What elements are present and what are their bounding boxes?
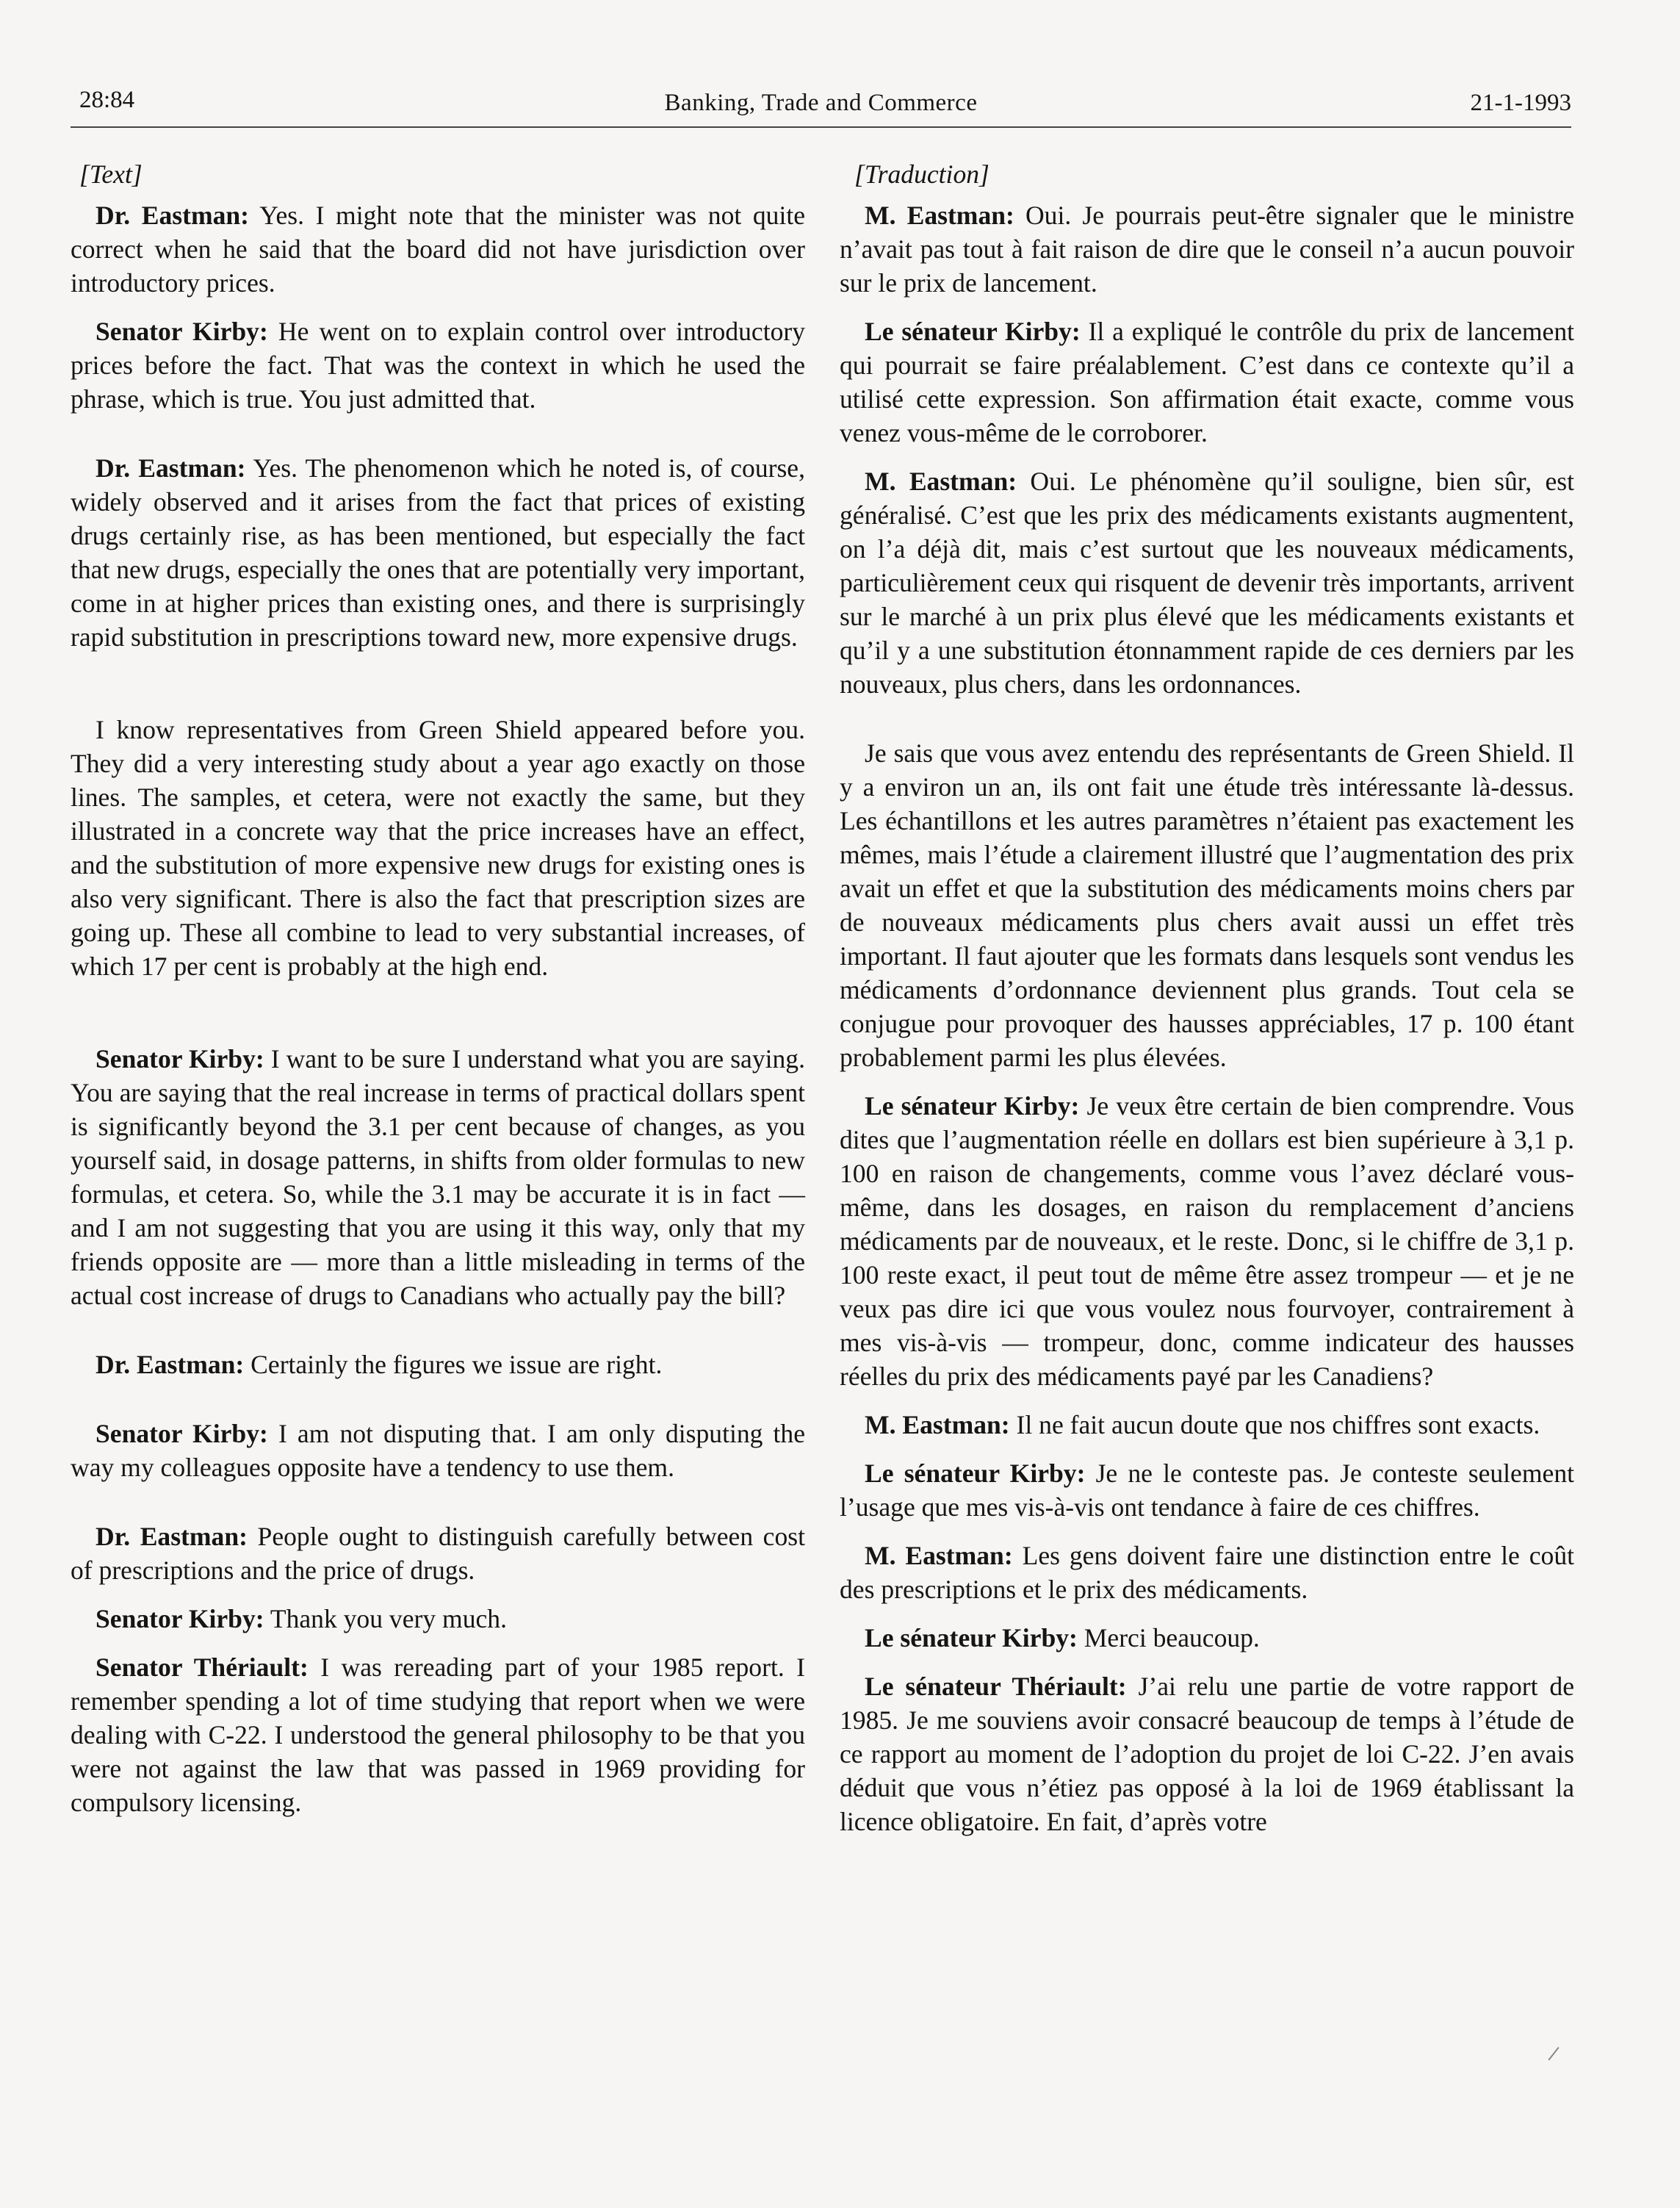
paragraph <box>71 1417 805 1484</box>
speaker-name: Le sénateur Kirby: <box>865 1459 1086 1488</box>
paragraph <box>840 314 1574 450</box>
speech-text: Yes. The phenomenon which he noted is, of course, widely observed and it arises from the fact that prices of existing drugs certainly rise, as has been mentioned, but especially the fact that new drugs, especially the ones that are potentially very important, come in at higher prices than existing ones, and there is surprisingly rapid substitution in prescriptions toward new, more expensive drugs. <box>71 453 805 652</box>
paragraph <box>71 713 805 983</box>
paragraph <box>840 1621 1574 1655</box>
speech-text: Merci beaucoup. <box>1077 1623 1260 1653</box>
speaker-name: M. Eastman: <box>865 1410 1010 1439</box>
speech-text: I am not disputing that. I am only disputing the way my colleagues opposite have a tendency to use them. <box>71 1419 806 1482</box>
speech-text: Oui. Je pourrais peut-être signaler que le ministre n’avait pas tout à fait raison de dire que le conseil n’a aucun pouvoir sur le prix de lancement. <box>840 201 1574 298</box>
paragraph <box>71 198 805 300</box>
paragraph <box>840 198 1574 300</box>
speaker-name: Senator Kirby: <box>95 317 268 346</box>
paragraph <box>71 1650 805 1819</box>
page-number: 28:84 <box>79 87 135 113</box>
speaker-name: Senator Thériault: <box>95 1653 309 1682</box>
paragraph <box>840 1539 1574 1606</box>
speech-text: Je sais que vous avez entendu des représentants de Green Shield. Il y a environ un an, ils ont fait une étude très intéressante là-dessus. Les échantillons et les autres paramètres n’étaient pas exactement les mêmes, mais l’étude a clairement illustré que l’augmentation des prix avait un effet et que la substitution des médicaments moins chers par de nouveaux médicaments plus chers avait aussi un effet très important. Il faut ajouter que les formats dans lesquels sont vendus les médicaments d’ordonnance deviennent plus grands. Tout cela se conjugue pour provoquer des hausses appréciables, 17 p. 100 étant probablement parmi les plus élevées. <box>840 738 1574 1072</box>
paragraph <box>71 1348 805 1381</box>
speech-text: Je veux être certain de bien comprendre. Vous dites que l’augmentation réelle en dollars est bien supérieure à 3,1 p. 100 en raison de changements, comme vous l’avez déclaré vous-même, dans les dosages, en raison du remplacement d’anciens médicaments par de nouveaux, et le reste. Donc, si le chiffre de 3,1 p. 100 reste exact, il peut tout de même être assez trompeur — et je ne veux pas dire ici que vous voulez nous fourvoyer, contrairement à mes vis-à-vis — trompeur, donc, comme indicateur des hausses réelles du prix des médicaments payé par les Canadiens? <box>840 1091 1575 1391</box>
paragraph <box>840 464 1574 701</box>
speech-text: Thank you very much. <box>264 1604 507 1633</box>
english-column <box>71 157 805 1834</box>
paragraph <box>71 1602 805 1636</box>
speaker-name: M. Eastman: <box>865 467 1017 496</box>
paragraph <box>840 1669 1574 1838</box>
paragraph <box>840 1089 1574 1393</box>
speaker-name: M. Eastman: <box>865 1541 1013 1570</box>
paragraph <box>71 314 805 416</box>
paragraph <box>840 736 1574 1074</box>
speaker-name: Dr. Eastman: <box>95 1522 248 1551</box>
session-date: 21-1-1993 <box>1470 90 1571 116</box>
speech-text: People ought to distinguish carefully between cost of prescriptions and the price of drugs. <box>71 1522 805 1585</box>
paragraph <box>840 1408 1574 1442</box>
speech-text: I know representatives from Green Shield appeared before you. They did a very interesting study about a year ago exactly on those lines. The samples, et cetera, were not exactly the same, but they illustrated in a concrete way that the price increases have an effect, and the substitution of more expensive new drugs for existing ones is also very significant. There is also the fact that prescription sizes are going up. These all combine to lead to very substantial increases, of which 17 per cent is probably at the high end. <box>71 715 805 981</box>
speaker-name: Dr. Eastman: <box>95 453 246 483</box>
speech-text: Oui. Le phénomène qu’il souligne, bien sûr, est généralisé. C’est que les prix des médicaments existants augmentent, on l’a déjà dit, mais c’est surtout que les nouveaux médicaments, particulièrement ceux qui risquent de devenir très importants, arrivent sur le marché à un prix plus élevé que les médicaments existants et qu’il y a une substitution étonnamment rapide de ces derniers par les nouveaux, plus chers, dans les ordonnances. <box>840 467 1574 699</box>
speaker-name: Senator Kirby: <box>95 1044 264 1074</box>
speaker-name: Senator Kirby: <box>95 1604 264 1633</box>
speech-text: J’ai relu une partie de votre rapport de 1985. Je me souviens avoir consacré beaucoup de temps à l’étude de ce rapport au moment de l’adoption du projet de loi C-22. J’en avais déduit que vous n’étiez pas opposé à la loi de 1969 établissant la licence obligatoire. En fait, d’après votre <box>840 1672 1574 1836</box>
page-header <box>71 82 1571 128</box>
paragraph <box>71 451 805 654</box>
speech-text: Il a expliqué le contrôle du prix de lancement qui pourrait se faire préalablement. C’est dans ce contexte qu’il a utilisé cette expression. Son affirmation était exacte, comme vous venez vous-même de le corroborer. <box>840 317 1574 447</box>
language-tag: [Traduction] <box>854 159 989 189</box>
language-tag: [Text] <box>79 159 143 189</box>
committee-title: Banking, Trade and Commerce <box>664 90 978 116</box>
french-column <box>840 157 1574 1853</box>
speaker-name: M. Eastman: <box>865 201 1014 230</box>
scan-mark <box>1548 2047 1559 2061</box>
speech-text: Il ne fait aucun doute que nos chiffres sont exacts. <box>1009 1410 1540 1439</box>
speech-text: He went on to explain control over introductory prices before the fact. That was the context in which he used the phrase, which is true. You just admitted that. <box>71 317 806 414</box>
paragraph <box>840 1456 1574 1524</box>
speech-text: Yes. I might note that the minister was not quite correct when he said that the board did not have jurisdiction over introductory prices. <box>71 201 806 298</box>
paragraph <box>71 1042 805 1312</box>
speech-text: Je ne le conteste pas. Je conteste seulement l’usage que mes vis-à-vis ont tendance à faire de ces chiffres. <box>840 1459 1574 1522</box>
paragraph <box>71 1520 805 1587</box>
speaker-name: Dr. Eastman: <box>95 201 250 230</box>
speaker-name: Senator Kirby: <box>95 1419 268 1448</box>
speaker-name: Le sénateur Kirby: <box>865 317 1081 346</box>
speaker-name: Le sénateur Kirby: <box>865 1091 1080 1121</box>
speaker-name: Le sénateur Thériault: <box>865 1672 1127 1701</box>
speaker-name: Dr. Eastman: <box>95 1350 245 1379</box>
speech-text: I want to be sure I understand what you are saying. You are saying that the real increase in terms of practical dollars spent is significantly beyond the 3.1 per cent because of changes, as you yourself said, in dosage patterns, in shifts from older formulas to new formulas, et cetera. So, while the 3.1 may be accurate it is in fact — and I am not suggesting that you are using it this way, only that my friends opposite are — more than a little misleading in terms of the actual cost increase of drugs to Canadians who actually pay the bill? <box>71 1044 805 1310</box>
speech-text: Certainly the figures we issue are right. <box>244 1350 663 1379</box>
speaker-name: Le sénateur Kirby: <box>865 1623 1078 1653</box>
speech-text: I was rereading part of your 1985 report. I remember spending a lot of time studying that report when we were dealing with C-22. I understood the general philosophy to be that you were not against the law that was passed in 1969 providing for compulsory licensing. <box>71 1653 805 1817</box>
speech-text: Les gens doivent faire une distinction entre le coût des prescriptions et le prix des médicaments. <box>840 1541 1574 1604</box>
